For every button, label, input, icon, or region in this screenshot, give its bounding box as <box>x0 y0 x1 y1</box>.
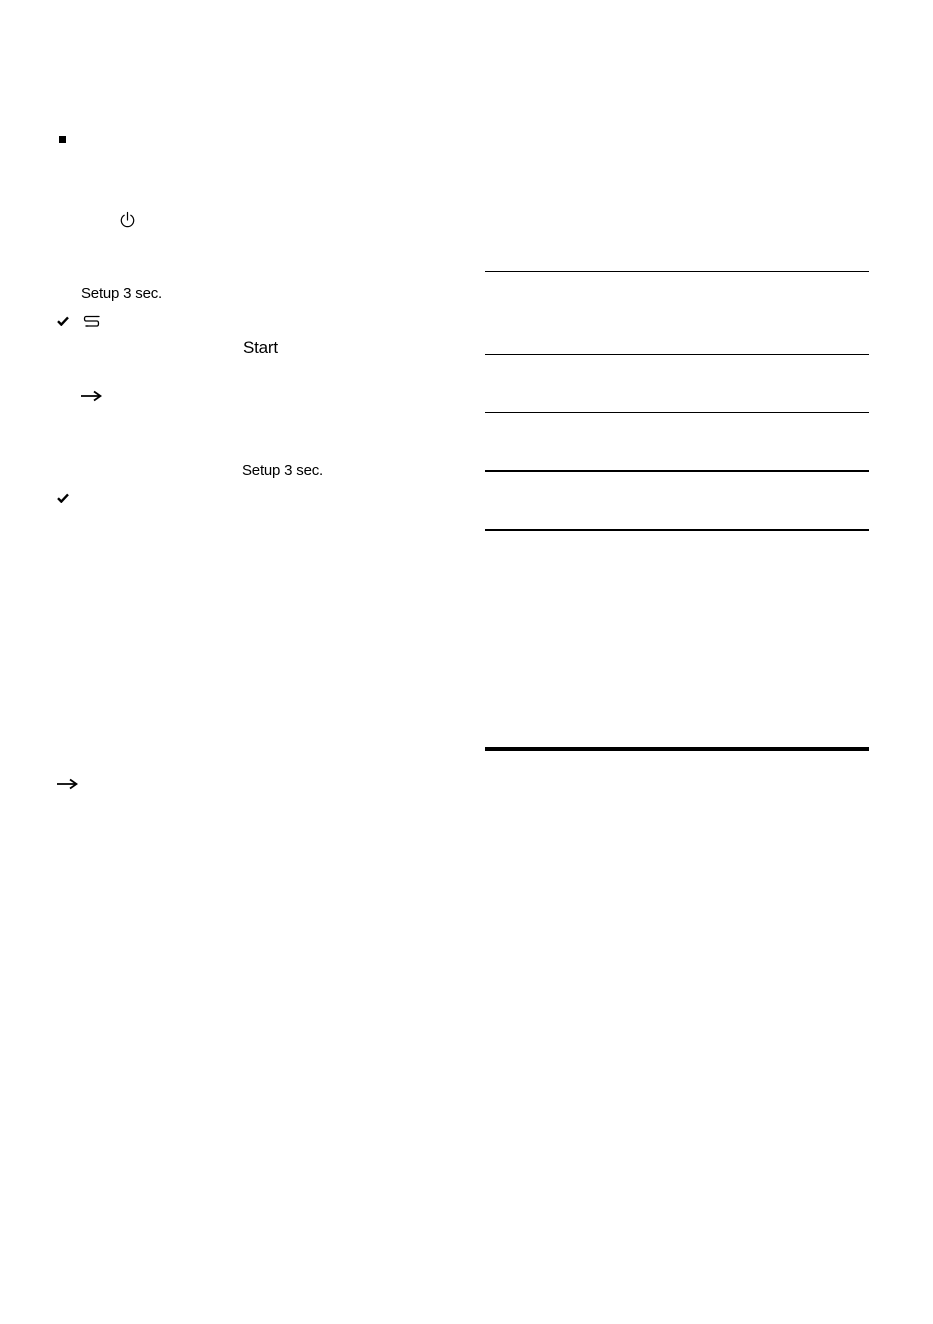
checkmark-icon <box>57 493 69 503</box>
setup-3-sec-button-label-2: Setup 3 sec. <box>242 462 323 479</box>
table-row-divider <box>485 412 869 413</box>
section-end-rule <box>485 747 869 751</box>
rinse-icon <box>83 314 101 329</box>
checkmark-icon <box>57 316 69 326</box>
table-row-divider <box>485 470 869 472</box>
table-row-divider <box>485 354 869 355</box>
start-button-label: Start <box>243 338 278 357</box>
table-top-rule <box>485 271 869 272</box>
square-bullet-icon <box>59 136 66 143</box>
table-bottom-rule <box>485 529 869 531</box>
right-arrow-icon <box>80 390 102 402</box>
setup-3-sec-button-label: Setup 3 sec. <box>81 285 162 302</box>
right-arrow-icon <box>56 778 78 790</box>
power-icon <box>119 211 136 229</box>
